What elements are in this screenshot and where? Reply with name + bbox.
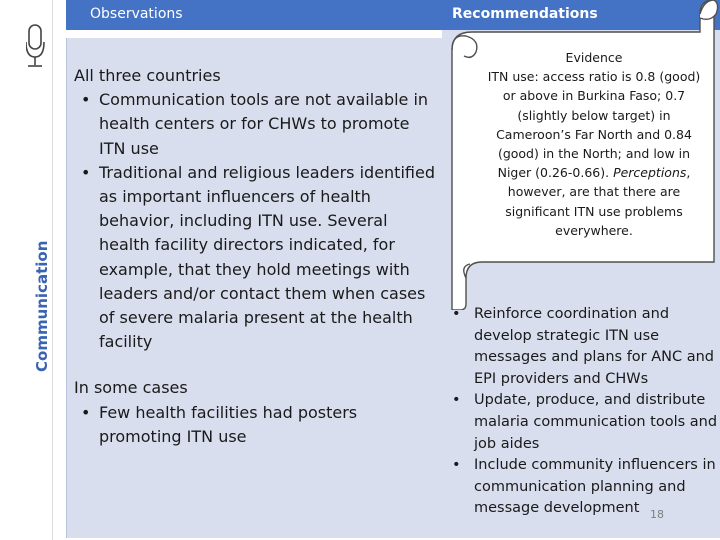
observations-title: Observations (90, 6, 183, 22)
observations-body (74, 64, 436, 449)
microphone-icon (26, 24, 46, 68)
evidence-text: ITN use: access ratio is 0.8 (good) or above in Burkina Faso; 0.7 (slightly below target) in Cameroon’s Far North and 0.84 (good) in the North; and low in Niger (0.26-0.66). (487, 69, 701, 181)
list-item: • Reinforce coordination and develop strategic ITN use messages and plans for ANC and EPI providers and CHWs (446, 304, 718, 390)
list-item: • Update, produce, and distribute malaria communication tools and job aides (446, 390, 718, 455)
list-item: • Communication tools are not available in health centers or for CHWs to promote ITN use (74, 88, 436, 161)
page-number: 18 (650, 508, 664, 521)
recommendations-body (446, 304, 718, 520)
group-heading: All three countries (74, 66, 221, 85)
perceptions-label: Perceptions (613, 165, 687, 181)
bullet-list (74, 88, 436, 354)
sidebar (0, 0, 53, 540)
evidence-body (486, 67, 702, 240)
observations-header (66, 0, 442, 30)
evidence-title: Evidence (565, 50, 623, 65)
evidence-box (486, 48, 702, 240)
perceptions-text: , however, are that there are significant ITN use problems everywhere. (505, 165, 691, 238)
section-label: Communication (33, 240, 51, 372)
list-item: • Few health facilities had posters promoting ITN use (74, 401, 436, 449)
list-item: • Include community influencers in communication planning and message development (446, 455, 718, 520)
bullet-list (446, 304, 718, 520)
list-item: • Traditional and religious leaders identified as important influencers of health behavior, including ITN use. Several health facility directors indicated, for example, that they hold meetings with leaders and/or contact them when cases of severe malaria present at the health facility (74, 161, 436, 355)
group-heading: In some cases (74, 378, 188, 398)
recommendations-title: Recommendations (452, 6, 598, 22)
bullet-list (74, 401, 436, 449)
